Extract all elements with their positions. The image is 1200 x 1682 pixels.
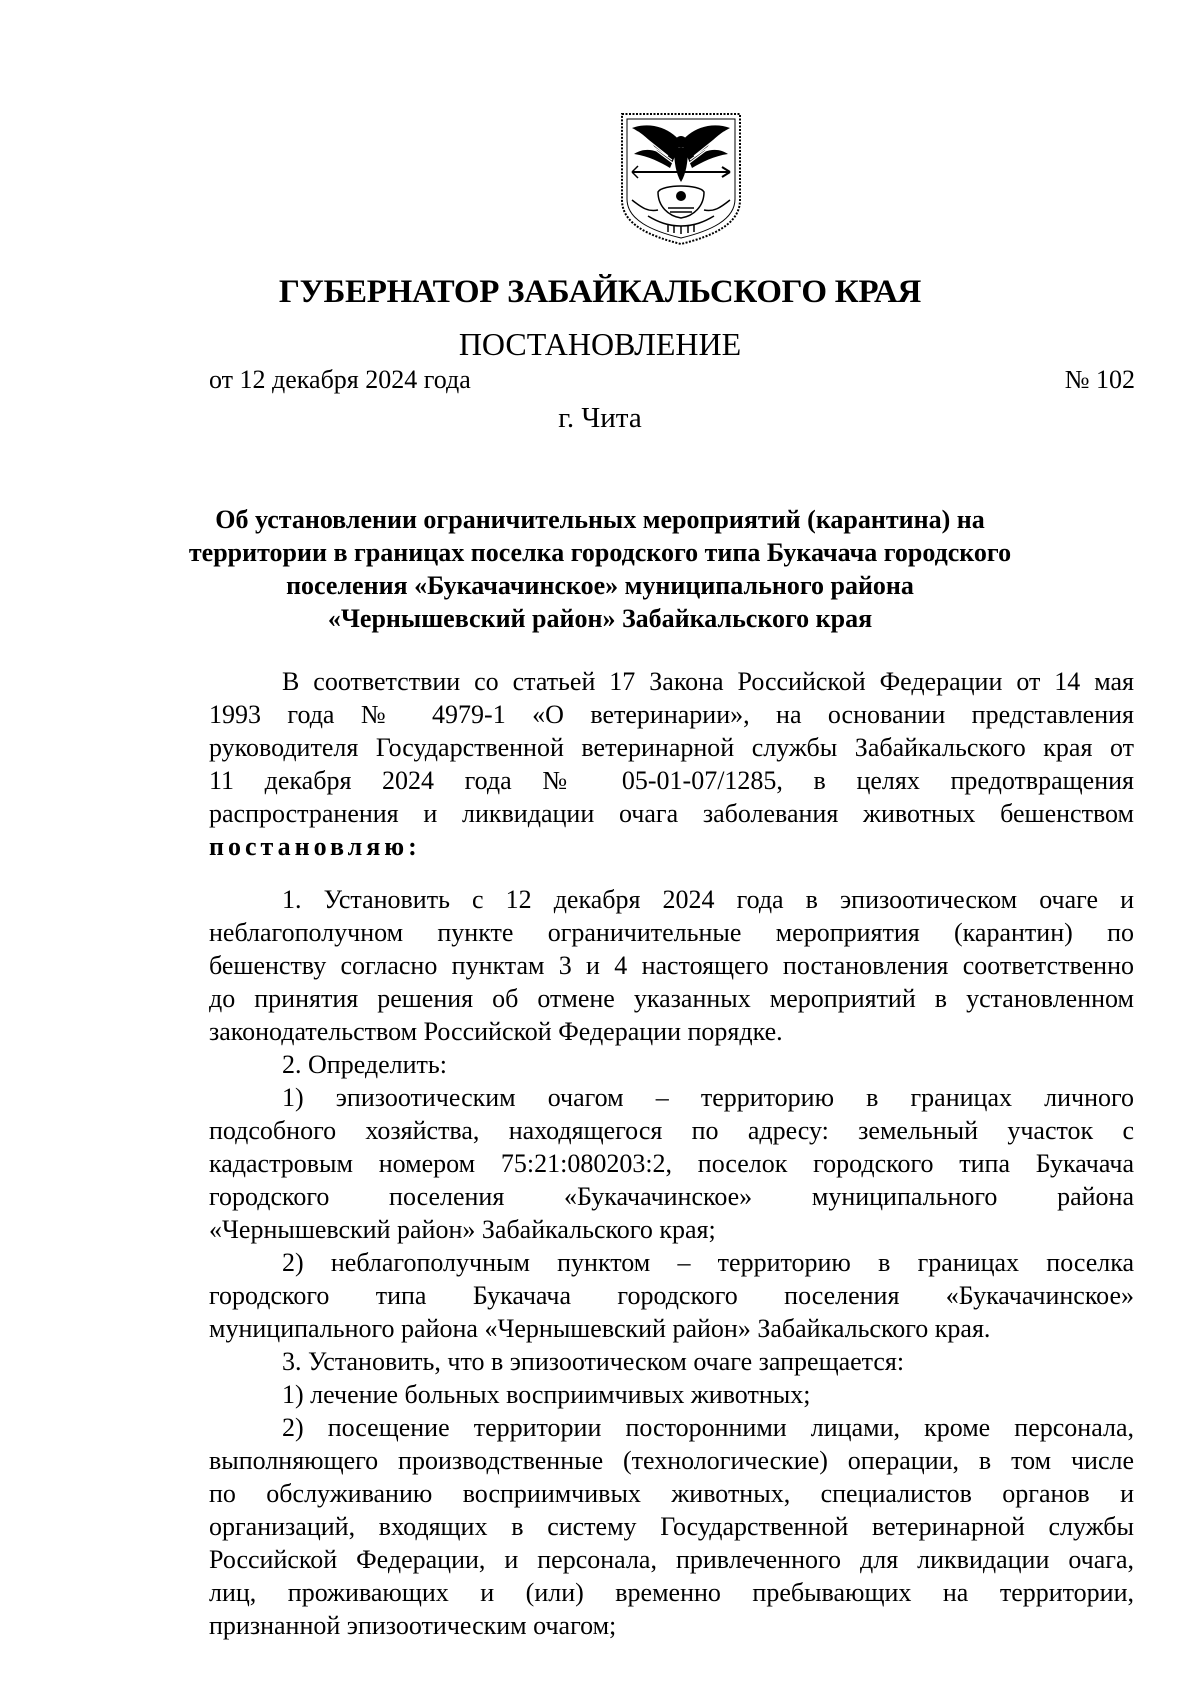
item3-2-line: выполняющего производственные (технологические) операции, в том числе bbox=[209, 1446, 1134, 1475]
item3-2-line: по обслуживанию восприимчивых животных, специалистов органов и bbox=[209, 1479, 1134, 1508]
document-type: ПОСТАНОВЛЕНИЕ bbox=[458, 326, 742, 362]
item1-line: законодательством Российской Федерации порядке. bbox=[209, 1017, 783, 1046]
item3-2-line: лиц, проживающих и (или) временно пребывающих на территории, bbox=[209, 1578, 1134, 1607]
item3-2-line: Российской Федерации, и персонала, привлеченного для ликвидации очага, bbox=[209, 1545, 1134, 1574]
item2-2-line: 2) неблагополучным пунктом – территорию в границах поселка bbox=[282, 1248, 1134, 1277]
preamble-line: распространения и ликвидации очага заболевания животных бешенством bbox=[209, 799, 1134, 828]
decree-word: постановляю: bbox=[209, 832, 421, 861]
item3-2-line: 2) посещение территории посторонними лицами, кроме персонала, bbox=[282, 1413, 1134, 1442]
document-city: г. Чита bbox=[558, 402, 642, 434]
item3-2-line: организаций, входящих в систему Государственной ветеринарной службы bbox=[209, 1512, 1134, 1541]
authority-heading: ГУБЕРНАТОР ЗАБАЙКАЛЬСКОГО КРАЯ bbox=[278, 274, 922, 310]
title-line: поселения «Букачачинское» муниципального района bbox=[286, 571, 914, 600]
preamble-line: 11 декабря 2024 года № 05-01-07/1285, в целях предотвращения bbox=[209, 766, 1134, 795]
title-line: Об установлении ограничительных мероприятий (карантина) на bbox=[215, 505, 985, 534]
item2-1-line: 1) эпизоотическим очагом – территорию в границах личного bbox=[282, 1083, 1134, 1112]
item1-line: неблагополучном пункте ограничительные мероприятия (карантин) по bbox=[209, 918, 1134, 947]
document-number: № 102 bbox=[1064, 365, 1135, 394]
item3-1-line: 1) лечение больных восприимчивых животных; bbox=[282, 1380, 811, 1409]
preamble-line: руководителя Государственной ветеринарной службы Забайкальского края от bbox=[209, 733, 1134, 762]
title-line: территории в границах поселка городского типа Букачача городского bbox=[188, 538, 1012, 567]
item3-2-line: признанной эпизоотическим очагом; bbox=[209, 1611, 617, 1640]
item3-heading: 3. Установить, что в эпизоотическом очаге запрещается: bbox=[282, 1347, 905, 1376]
item2-1-line: кадастровым номером 75:21:080203:2, поселок городского типа Букачача bbox=[209, 1149, 1134, 1178]
document-title bbox=[150, 503, 1050, 635]
item1-line: до принятия решения об отмене указанных мероприятий в установленном bbox=[209, 984, 1134, 1013]
preamble-line: В соответствии со статьей 17 Закона Российской Федерации от 14 мая bbox=[282, 667, 1134, 696]
document-date: от 12 декабря 2024 года bbox=[209, 365, 471, 394]
preamble-line: 1993 года № 4979-1 «О ветеринарии», на основании представления bbox=[209, 700, 1134, 729]
item1-line: бешенству согласно пунктам 3 и 4 настоящего постановления соответственно bbox=[209, 951, 1134, 980]
item2-1-line: городского поселения «Букачачинское» муниципального района bbox=[209, 1182, 1134, 1211]
title-line: «Чернышевский район» Забайкальского края bbox=[327, 604, 873, 633]
item2-2-line: городского типа Букачача городского поселения «Букачачинское» bbox=[209, 1281, 1134, 1310]
document-body bbox=[209, 665, 1134, 1642]
item2-1-line: подсобного хозяйства, находящегося по адресу: земельный участок с bbox=[209, 1116, 1134, 1145]
coat-of-arms-icon bbox=[618, 112, 744, 246]
item1-line: 1. Установить с 12 декабря 2024 года в эпизоотическом очаге и bbox=[282, 885, 1134, 914]
item2-2-line: муниципального района «Чернышевский район» Забайкальского края. bbox=[209, 1314, 991, 1343]
item2-heading: 2. Определить: bbox=[282, 1050, 447, 1079]
item2-1-line: «Чернышевский район» Забайкальского края; bbox=[209, 1215, 716, 1244]
